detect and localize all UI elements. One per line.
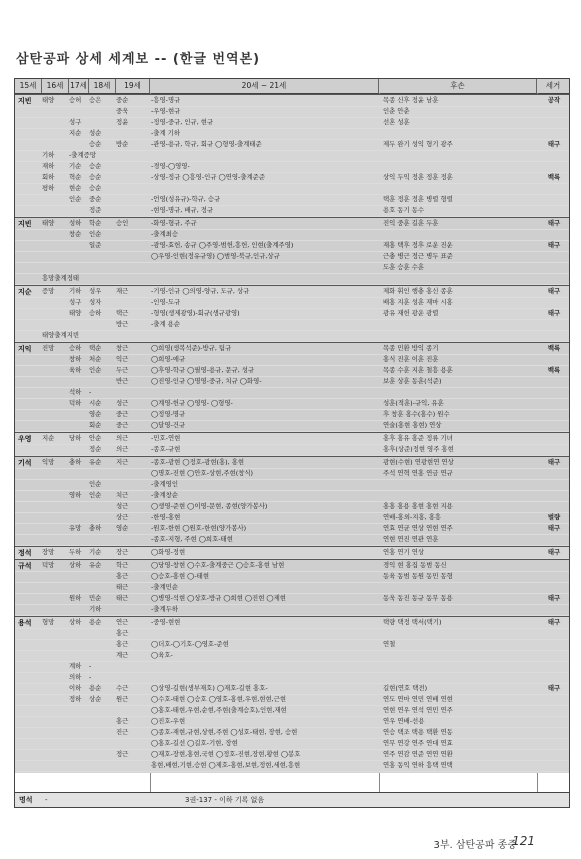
- final-row-dash: -: [45, 796, 48, 804]
- cell-note: 태구: [547, 287, 561, 295]
- cell-c19: 두근: [116, 366, 129, 374]
- cell-desc: ◯진호-우현: [151, 717, 186, 725]
- cell-hus: 연배-홍외-지홍, 홍흥: [383, 513, 442, 521]
- cell-desc: -현영-명규, 배규, 정규: [151, 206, 214, 214]
- cell-c19: 원근: [116, 695, 129, 703]
- cell-desc: -관영-용규, 학규, 회규 ◯형영-출계태준: [151, 140, 262, 148]
- cell-desc: -출계 기하: [151, 129, 181, 137]
- cell-hus: 연효 연균 연상 연현 연주: [383, 524, 453, 532]
- generation-label: 기석: [18, 459, 32, 467]
- cell-c18: 인순: [89, 491, 102, 499]
- cell-c17: 인순: [69, 195, 82, 203]
- cell-c16: 태양: [42, 96, 55, 104]
- cell-desc: -기영-인규 ◯의영-양규, 도규, 상규: [151, 287, 250, 295]
- cell-c18: 승은: [89, 96, 102, 104]
- cell-c19: 반근: [116, 377, 129, 385]
- cell-hus: 연우 연배-선용: [383, 717, 425, 725]
- cell-desc: -출계창순: [151, 491, 178, 499]
- cell-hus: 상익 두익 정훈 정훈 정훈: [383, 173, 453, 181]
- cell-c17: 정하: [69, 695, 82, 703]
- cell-hus: 연도 연마 연민 연배 연현: [383, 695, 453, 703]
- final-row-text: 3권-137 - 이하 기록 없음: [185, 796, 265, 804]
- cell-hus: 재홍 택후 정후 로운 진운: [383, 241, 453, 249]
- cell-c19: 중근: [116, 410, 129, 418]
- header-gen-18: 18세: [89, 79, 116, 93]
- cell-c18: 승순: [89, 162, 102, 170]
- cell-hus: 근충 병근 정근 병두 표준: [383, 252, 453, 260]
- generation-label: 우영: [18, 435, 32, 443]
- cell-c16: 덕망: [42, 561, 55, 569]
- cell-c17: 기순: [69, 162, 82, 170]
- cell-desc: -출계 용순: [151, 320, 181, 328]
- cell-c17: 현순: [69, 184, 82, 192]
- cell-c19: 의근: [116, 434, 129, 442]
- cell-c18: 안순: [89, 434, 102, 442]
- cell-c16: 태양출계지빈: [42, 331, 80, 339]
- cell-desc: -민호-연현: [151, 434, 181, 442]
- cell-note: 태구: [547, 140, 561, 148]
- cell-c17: -출계증망: [69, 151, 96, 159]
- cell-desc: ◯희영-애규: [151, 355, 186, 363]
- cell-desc: -정영-중규, 인규, 현규: [151, 118, 214, 126]
- cell-c16: 지순: [42, 434, 55, 442]
- cell-desc: ◯재호-장현,홍현,국현 ◯정호-진현,장현,황현 ◯봉호: [151, 750, 301, 758]
- table-row: [15, 273, 569, 285]
- cell-hus: 연철: [383, 640, 396, 648]
- cell-desc: -상영-정규 ◯흥영-인규 ◯연영-출계준준: [151, 173, 266, 181]
- cell-desc: ◯우영-인현(정유규영) ◯범영-북규,인규,상규: [151, 252, 280, 260]
- cell-desc: -중영-현현: [151, 618, 181, 626]
- cell-c18: 충하: [89, 524, 102, 532]
- cell-c16: 태양: [42, 219, 55, 227]
- cell-c19: 중근: [116, 421, 129, 429]
- cell-c16: 재하: [42, 162, 55, 170]
- cell-desc: ◯당영-창현 ◯수호-출계중근 ◯승호-홍현 남현: [151, 561, 285, 569]
- cell-note: 태구: [547, 594, 561, 602]
- cell-desc: ◯더호-◯기호-◯영호-준현: [151, 640, 229, 648]
- cell-desc: ◯홍호-태현,우현,순현,주현(출계승호),인현,재현: [151, 706, 287, 714]
- cell-note: 벌량: [547, 513, 561, 521]
- header-descendants: 후손: [379, 79, 537, 93]
- cell-c19: 재근: [116, 287, 129, 295]
- cell-desc: 홍현,배현,기현,승현 ◯제호-홍현,보현,정현,세현,흥현: [151, 761, 301, 769]
- cell-desc: -언영(성유규)-학규, 승규: [151, 195, 221, 203]
- cell-desc: ◯병영-석현 ◯상호-방규 ◯희현 ◯진현 ◯제현: [151, 594, 286, 602]
- table-header: [15, 79, 569, 94]
- cell-hus: 선혼 성훈: [383, 118, 410, 126]
- cell-c18: 승순: [89, 173, 102, 181]
- cell-c19: 영순: [116, 524, 129, 532]
- cell-c17: 기하: [69, 287, 82, 295]
- cell-desc: -종호-지형, 주현 ◯희호-태현: [151, 535, 233, 543]
- cell-c19: 진근: [116, 728, 129, 736]
- cell-c17: 상하: [69, 561, 82, 569]
- cell-c18: -: [89, 673, 92, 681]
- cell-hus: 주석 연혁 연홍 연금 연규: [383, 469, 453, 477]
- table-row: [15, 330, 569, 342]
- cell-c19: 방근: [116, 320, 129, 328]
- cell-hus: 연현 연우 연석 연민 연주: [383, 706, 453, 714]
- cell-desc: -출계두하: [151, 605, 178, 613]
- cell-c17: 성구: [69, 118, 82, 126]
- cell-c18: -: [89, 662, 92, 670]
- cell-c18: 정준: [89, 206, 102, 214]
- cell-c19: 익근: [116, 355, 129, 363]
- cell-c18: 처순: [89, 355, 102, 363]
- cell-desc: -출계영인: [151, 480, 178, 488]
- cell-hus: 광유 재헌 광운 광렬: [383, 309, 439, 317]
- cell-c18: 성순: [89, 129, 102, 137]
- cell-c19: 성근: [116, 399, 129, 407]
- cell-desc: -출계민순: [151, 583, 178, 591]
- final-row: [15, 792, 569, 807]
- final-row-label: 명석: [19, 796, 33, 804]
- cell-desc: ◯화영-정현: [151, 548, 186, 556]
- cell-hus: 동육 동범 동원 동민 동형: [383, 572, 453, 580]
- table-row: [15, 760, 569, 772]
- cell-c17: 영하: [69, 491, 82, 499]
- cell-desc: -화영-형규, 주규: [151, 219, 197, 227]
- cell-desc: ◯생영-준현 ◯이영-문현, 종현(양가봉사): [151, 502, 268, 510]
- cell-c18: 일준: [89, 241, 102, 249]
- cell-c18: 정순: [89, 445, 102, 453]
- cell-desc: ◯승호-홍현 ◯-태현: [151, 572, 209, 580]
- cell-desc: ◯희영(생복석준)-방규, 팀규: [151, 344, 232, 352]
- cell-c17: 의하: [69, 673, 82, 681]
- cell-c18: 성우: [89, 287, 102, 295]
- cell-c18: 상순: [89, 695, 102, 703]
- cell-desc: -흥영-명규: [151, 96, 181, 104]
- cell-c19: 방순: [116, 140, 129, 148]
- cell-hus: 홍홍 홍용 홍현 홍현 지용: [383, 502, 453, 510]
- cell-desc: ◯홍호-길선 ◯길호-기현, 장현: [151, 739, 238, 747]
- cell-c17: 혁순: [69, 173, 82, 181]
- cell-note: 백록: [547, 366, 561, 374]
- cell-hus: 후 창훈 홍수(홍수) 원수: [383, 410, 450, 418]
- cell-c16: 형망: [42, 618, 55, 626]
- footer-text: 3부. 삼탄공파 종중: [433, 840, 517, 851]
- cell-hus: 경익 현 홍집 동범 동신: [383, 561, 447, 569]
- cell-c17: 창하: [69, 355, 82, 363]
- cell-c19: 장근: [116, 548, 129, 556]
- cell-c19: 택근: [116, 309, 129, 317]
- cell-c17: 유망: [69, 524, 82, 532]
- cell-c17: 지순: [69, 129, 82, 137]
- cell-c16: 기하: [42, 151, 55, 159]
- cell-hus: 목종 수훈 지훈 철흥 용훈: [383, 366, 453, 374]
- cell-c17: 석하: [69, 388, 82, 396]
- cell-hus: 용호 동기 동수: [383, 206, 425, 214]
- cell-hus: 연홍 동익 연하 흥택 연택: [383, 761, 453, 769]
- cell-c16: 흥망출계정태: [42, 274, 80, 282]
- cell-desc: ◯정영-명규: [151, 410, 186, 418]
- cell-c17: 계하: [69, 662, 82, 670]
- cell-hus: 목종 민환 방익 종기: [383, 344, 439, 352]
- cell-desc: -광영-효헌, 송규 ◯주영-범헌,흥헌, 인현(출계주영): [151, 241, 294, 249]
- cell-c16: 회하: [42, 173, 55, 181]
- cell-c17: 승하: [69, 344, 82, 352]
- cell-desc: -인영-도규: [151, 298, 181, 306]
- cell-hus: 인춘 안춘: [383, 107, 410, 115]
- header-gen-16: 16세: [42, 79, 69, 93]
- cell-desc: ◯수호-태현 ◯승호 ◯영호-홍현,우현,현현,근현: [151, 695, 286, 703]
- cell-note: 태구: [547, 458, 561, 466]
- cell-desc: ◯달영-건규: [151, 421, 186, 429]
- cell-note: 태구: [547, 524, 561, 532]
- cell-c19: 홍근: [116, 572, 129, 580]
- cell-c19: 태근: [116, 583, 129, 591]
- cell-desc: ◯명호-진현 ◯안호-상현,주현(창식): [151, 469, 254, 477]
- generation-label: 지빈: [18, 220, 32, 228]
- cell-hus: 연현 연진 연관 연훈: [383, 535, 439, 543]
- cell-c18: 회순: [89, 421, 102, 429]
- table-row: [15, 534, 569, 546]
- cell-c19: 홍근: [116, 629, 129, 637]
- cell-hus: 도훈 승훈 수훈: [383, 263, 425, 271]
- cell-hus: 보훈 상훈 동훈(석준): [383, 377, 442, 385]
- cell-note: 태구: [547, 309, 561, 317]
- cell-hus: 연홍 연기 연상: [383, 548, 425, 556]
- cell-hus: 제두 완기 성익 형기 광주: [383, 140, 453, 148]
- generation-label: 규석: [18, 562, 32, 570]
- cell-c19: 창근: [116, 344, 129, 352]
- cell-note: 태구: [547, 219, 561, 227]
- cell-c18: 성자: [89, 298, 102, 306]
- cell-desc: -한영-홍현: [151, 513, 181, 521]
- cell-c18: 인순: [89, 366, 102, 374]
- cell-note: 태구: [547, 241, 561, 249]
- cell-c19: 성근: [116, 502, 129, 510]
- table-row: [15, 604, 569, 616]
- genealogy-table: [14, 78, 570, 808]
- cell-c17: 원하: [69, 594, 82, 602]
- cell-desc: ◯진영-인규 ◯명영-중규, 치규 ◯화영-: [151, 377, 262, 385]
- generation-label: 지익: [18, 345, 32, 353]
- cell-c17: 충하: [69, 458, 82, 466]
- cell-c17: 당하: [69, 434, 82, 442]
- table-row: [15, 205, 569, 217]
- cell-c17: 성하: [69, 219, 82, 227]
- generation-label: 정석: [18, 549, 32, 557]
- cell-hus: 택량 택정 택서(택기): [383, 618, 442, 626]
- cell-c16: 익망: [42, 458, 55, 466]
- cell-desc: ◯육호-: [151, 651, 173, 659]
- cell-hus: 제화 휘인 행충 홍신 종훈: [383, 287, 453, 295]
- cell-c18: 용순: [89, 684, 102, 692]
- cell-hus: 연승 택조 택용 택환 연동: [383, 728, 453, 736]
- cell-hus: 택훈 정훈 정훈 병렬 형렬: [383, 195, 453, 203]
- cell-c19: 계근: [116, 651, 129, 659]
- table-row: [15, 420, 569, 432]
- table-row: [15, 444, 569, 456]
- cell-note: 공작: [547, 96, 561, 104]
- header-gen-19: 19세: [116, 79, 150, 93]
- cell-c16: 진망: [42, 344, 55, 352]
- cell-c18: 인순: [89, 480, 102, 488]
- cell-c16: 평하: [42, 184, 55, 192]
- cell-c19: 정윤: [116, 118, 129, 126]
- cell-c18: 기하: [89, 605, 102, 613]
- cell-c19: 승인: [116, 219, 129, 227]
- cell-hus: 길현(연호 택전): [383, 684, 428, 692]
- page-title: 삼탄공파 상세 세계보 -- (한글 번역본): [16, 52, 261, 67]
- cell-c18: 유순: [89, 561, 102, 569]
- cell-c18: 중순: [89, 195, 102, 203]
- cell-hus: 성훈(적훈)-규익, 유훈: [383, 399, 444, 407]
- page-number: 121: [512, 834, 535, 848]
- cell-desc: -경영-◯영영-: [151, 162, 190, 170]
- cell-hus: 연무 연강 연주 연대 연효: [383, 739, 453, 747]
- cell-c16: 증망: [42, 287, 55, 295]
- cell-c17: 성구: [69, 298, 82, 306]
- cell-c17: 육하: [69, 366, 82, 374]
- cell-c18: 용순: [89, 618, 102, 626]
- cell-c19: 태근: [116, 594, 129, 602]
- generation-label: 지순: [18, 288, 32, 296]
- cell-hus: 홍후(상준)정현 영주 홍현: [383, 445, 454, 453]
- cell-c19: 홍근: [116, 717, 129, 725]
- cell-c18: -: [89, 388, 92, 396]
- cell-c18: 인순: [89, 230, 102, 238]
- cell-desc: -원호-한현 ◯원호-한현(양가봉사): [151, 524, 247, 532]
- cell-note: 태구: [547, 618, 561, 626]
- cell-c18: 유순: [89, 458, 102, 466]
- cell-c19: 홍근: [116, 640, 129, 648]
- cell-c18: 시순: [89, 399, 102, 407]
- cell-c16: 장망: [42, 548, 55, 556]
- cell-c19: 학근: [116, 561, 129, 569]
- cell-hus: 광현(수현) 연광현연 연상: [383, 458, 454, 466]
- cell-hus: 연술(홍현 홍현) 연상: [383, 421, 442, 429]
- cell-c17: 두하: [69, 548, 82, 556]
- cell-desc: ◯계영-헌규 ◯영영- ◯형영-: [151, 399, 233, 407]
- table-row: [15, 547, 569, 559]
- cell-c18: 영순: [89, 410, 102, 418]
- generation-label: 용석: [18, 619, 32, 627]
- cell-c18: 승순: [89, 140, 102, 148]
- cell-hus: 배홍 지훈 성훈 재마 시홍: [383, 298, 453, 306]
- cell-c17: 승허: [69, 96, 82, 104]
- cell-c18: 승하: [89, 309, 102, 317]
- cell-c17: 상하: [69, 618, 82, 626]
- cell-c18: 민순: [89, 594, 102, 602]
- cell-desc: -종호-광현 ◯정호-광현(홍), 홍현: [151, 458, 245, 466]
- cell-c19: 정근: [116, 750, 129, 758]
- cell-c18: 기순: [89, 548, 102, 556]
- cell-c18: 택순: [89, 344, 102, 352]
- cell-c17: 이하: [69, 684, 82, 692]
- cell-c17: 태양: [69, 309, 82, 317]
- cell-hus: 연주 연감 연준 연연 연환: [383, 750, 453, 758]
- cell-c19: 의근: [116, 445, 129, 453]
- cell-c19: 수근: [116, 684, 129, 692]
- cell-c18: 학순: [89, 219, 102, 227]
- header-residence: 세거: [545, 81, 561, 90]
- cell-c19: 연근: [116, 618, 129, 626]
- cell-c19: 중욱: [116, 107, 129, 115]
- cell-hus: 진익 중훈 길훈 두훈: [383, 219, 439, 227]
- header-gen-20-21: 20세 ~ 21세: [150, 79, 379, 93]
- cell-note: 백록: [547, 344, 561, 352]
- cell-hus: 홍후 홍유 홍준 정류 기녀: [383, 434, 453, 442]
- cell-c17: 덕하: [69, 399, 82, 407]
- cell-note: 태구: [547, 548, 561, 556]
- cell-hus: 목종 신후 정윤 남훈: [383, 96, 439, 104]
- cell-note: 백록: [547, 173, 561, 181]
- cell-c19: 중순: [116, 96, 129, 104]
- cell-desc: ◯상영-길현(생부재호) ◯재호-길현 홍호-: [151, 684, 268, 692]
- cell-c19: 지근: [116, 458, 129, 466]
- header-gen-15: 15세: [15, 79, 42, 93]
- cell-desc: -종호-규현: [151, 445, 181, 453]
- cell-note: 태구: [547, 684, 561, 692]
- generation-label: 지빈: [18, 97, 32, 105]
- cell-desc: -출계최승: [151, 230, 178, 238]
- cell-c17: 창순: [69, 230, 82, 238]
- header-gen-17: 17세: [69, 79, 89, 93]
- cell-desc: -형영(생제광영)-회규(생규광영): [151, 309, 240, 317]
- cell-hus: 동욱 동진 동규 동무 동용: [383, 594, 453, 602]
- cell-c18: 승순: [89, 184, 102, 192]
- cell-desc: ◯종호-재현,규현,상현,주현 ◯성호-태현, 장현, 승현: [151, 728, 298, 736]
- cell-c19: 상근: [116, 513, 129, 521]
- cell-desc: -우영-현규: [151, 107, 181, 115]
- cell-desc: ◯후영-학규 ◯필영-용규, 문규, 성규: [151, 366, 255, 374]
- cell-c19: 치근: [116, 491, 129, 499]
- cell-hus: 홍식 진훈 이훈 진훈: [383, 355, 439, 363]
